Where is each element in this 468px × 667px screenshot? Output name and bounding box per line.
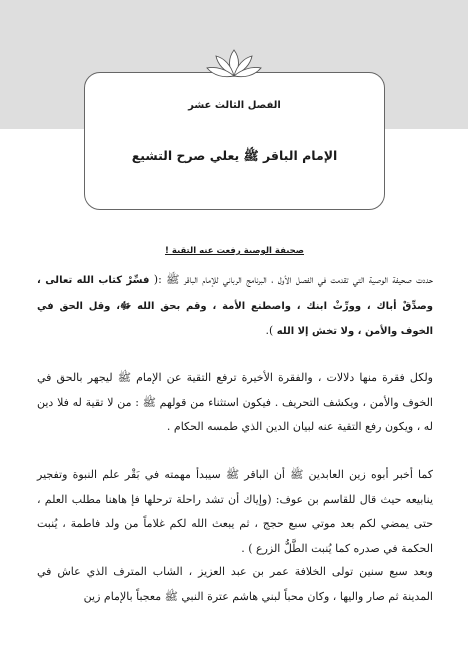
paragraph-1-end: ). [265,324,274,337]
paragraph-1-intro: حددت صحيفة الوصية التي تقدمت في الفصل الأول ، البرنامج الرباني للإمام الباقر ﷺ :( [153,273,433,286]
paragraph-4: وبعد سبع سنين تولى الخلافة عمر بن عبد العزيز ، الشاب المترف الذي عاش في المدينة ثم صار واليها ، وكان محباً لبني هاشم عترة النبي ﷺ معجباً بالإمام زين [37,565,433,603]
chapter-header-box [84,72,385,210]
paragraph-2: ولكل فقرة منها دلالات ، والفقرة الأخيرة ترفع التقية عن الإمام ﷺ ليجهر بالحق في الخوف والأمن ، ويكشف التحريف . فيكون استثناء من قولهم ﷺ : من لا تقية له فلا دين له ، ويكون رفع التقية عنه لبيان الدين الذي طمسه الحكام . [37,371,433,433]
paragraph-1 [37,268,433,345]
chapter-title: الإمام الباقر ﷺ يعلي صرح التشيع [131,148,338,163]
section-heading: صحيفة الوصية رفعت عنه التقية ! [164,246,305,256]
paragraph-1-quote: فسِّرْ كتاب الله تعالى ، وصدِّقْ أباك ، وورِّثْ ابنك ، واصطنع الأمة ، وقم بحق الله ﷻ، وقل الحق في الخوف والأمن ، ولا تخش إلا الله [37,275,433,337]
chapter-label: الفصل الثالث عشر [188,100,281,111]
lotus-ornament-icon [204,46,264,84]
paragraph-3: كما أخبر أبوه زين العابدين ﷺ أن الباقر ﷺ سيبدأ مهمته في بَقْر علم النبوة وتفجير ينابيعه حيث قال للقاسم بن عوف: (وإياك أن تشد راحلة ترحلها فإ هاهنا مطلب العلم ، حتى يمضي لكم بعد موتي سبع حجج ، ثم يبعث الله لكم غلاماً من ولد فاطمة ، يُنبت الحكمة في صدره كما يُنبت الطَّلُّ الزرع ) . [37,468,433,555]
